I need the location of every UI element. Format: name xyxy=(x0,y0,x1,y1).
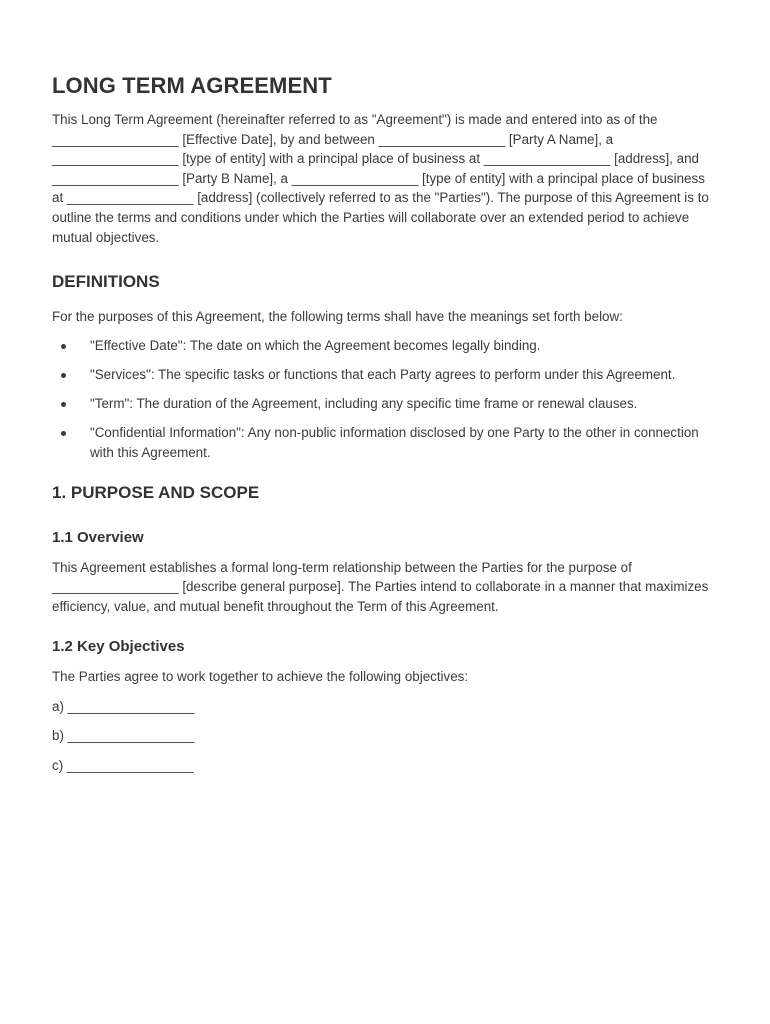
bullet-icon xyxy=(61,373,66,378)
objective-item: c) _________________ xyxy=(52,758,194,774)
section-1-heading: 1. PURPOSE AND SCOPE xyxy=(52,482,260,502)
definition-item xyxy=(52,394,718,414)
definition-text: "Confidential Information": Any non-public information disclosed by one Party to the other in connection with this Agreement. xyxy=(90,425,699,460)
objective-item: b) _________________ xyxy=(52,728,195,744)
key-objectives-lead: The Parties agree to work together to achieve the following objectives: xyxy=(52,669,469,685)
definition-text: "Effective Date": The date on which the Agreement becomes legally binding. xyxy=(90,337,541,353)
definition-item xyxy=(52,336,718,356)
definitions-heading: DEFINITIONS xyxy=(52,272,160,292)
bullet-icon xyxy=(61,431,66,436)
definition-text: "Term": The duration of the Agreement, including any specific time frame or renewal clauses. xyxy=(90,396,638,412)
definitions-list xyxy=(52,336,718,463)
overview-body: This Agreement establishes a formal long-term relationship between the Parties for the purpose of _________________ [describe general purpose]. The Parties intend to collaborate in a manner that maximizes efficiency, value, and mutual benefit throughout the Term of this Agreement. xyxy=(52,559,709,614)
bullet-icon xyxy=(61,344,66,349)
bullet-icon xyxy=(61,402,66,407)
definition-item xyxy=(52,423,718,462)
definition-item xyxy=(52,365,718,385)
intro-paragraph: This Long Term Agreement (hereinafter referred to as "Agreement") is made and entered into as of the _________________ [Effective Date], by and between _________________ [Party A Name], a _________________ [type of entity] with a principal place of business at _________________ [address], and _________________ [Party B Name], a _________________ [type of entity] with a principal place of business at _________________ [address] (collectively referred to as the "Parties"). The purpose of this Agreement is to outline the terms and conditions under which the Parties will collaborate over an extended period to achieve mutual objectives. xyxy=(52,112,709,245)
key-objectives-heading: 1.2 Key Objectives xyxy=(52,638,185,656)
document-title: LONG TERM AGREEMENT xyxy=(52,73,332,98)
overview-heading: 1.1 Overview xyxy=(52,528,144,546)
definition-text: "Services": The specific tasks or functions that each Party agrees to perform under this Agreement. xyxy=(90,366,676,382)
objective-item: a) _________________ xyxy=(52,698,195,714)
definitions-lead: For the purposes of this Agreement, the following terms shall have the meanings set forth below: xyxy=(52,309,623,325)
